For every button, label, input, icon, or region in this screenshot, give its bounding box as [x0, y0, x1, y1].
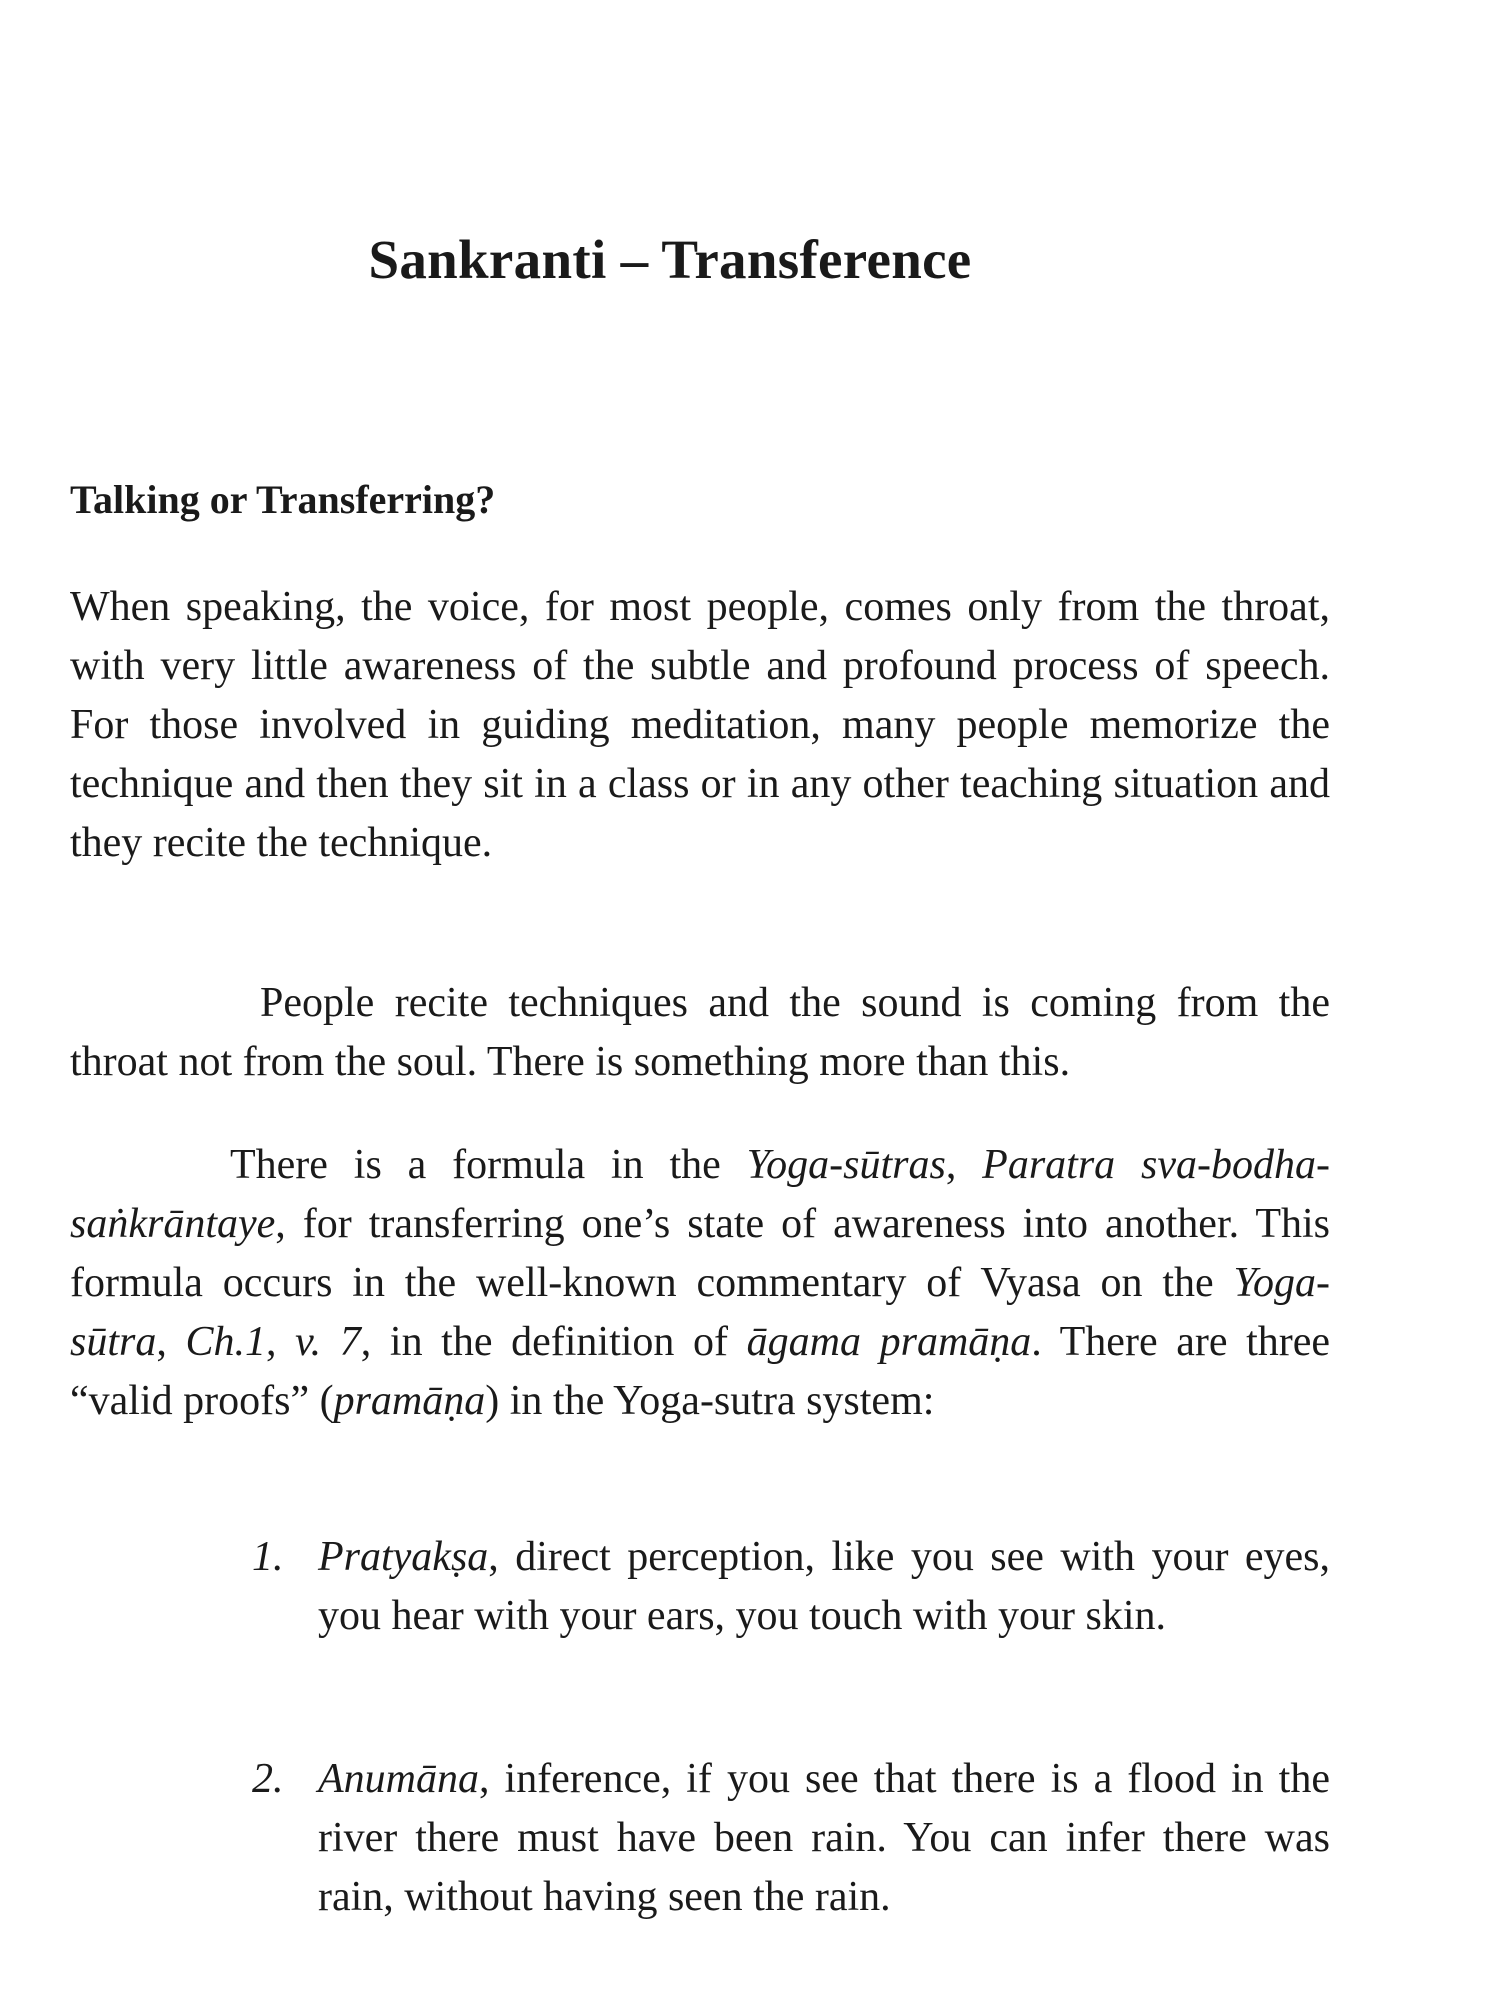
- list-item-text: , inference, if you see that there is a flood in the river there must have been rain. You can infer there was rain, without having seen the rain.: [318, 1756, 1330, 1920]
- formula-term: Paratra sva-bodha-saṅkrāntaye: [70, 1142, 1330, 1247]
- yoga-sutra-term: Yoga-sūtra: [70, 1260, 1330, 1365]
- agama-pramana-term: āgama pramāṇa: [746, 1319, 1032, 1365]
- list-item-number: 1.: [252, 1534, 284, 1580]
- list-item: [252, 1750, 1330, 1927]
- paragraph-3-text-3: , for transferring one’s state of awareness into another. This formula occurs in the well-known commentary of Vyasa on the: [70, 1201, 1330, 1306]
- list-item-term: Anumāna: [318, 1756, 479, 1802]
- verse-ref: v. 7: [295, 1319, 361, 1365]
- section-heading: Talking or Transferring?: [70, 477, 496, 522]
- paragraph-3-text-5: ,: [266, 1319, 296, 1365]
- chapter-ref: Ch.1: [185, 1319, 266, 1365]
- paragraph-3-text-8: ) in the Yoga-sutra system:: [485, 1378, 935, 1424]
- list-item-term: Pratyakṣa: [318, 1534, 489, 1580]
- pramana-term: pramāṇa: [333, 1378, 486, 1424]
- list-item: [252, 1528, 1330, 1646]
- paragraph-3-text-1: There is a formula in the: [230, 1142, 747, 1188]
- list-item-number: 2.: [252, 1756, 284, 1802]
- paragraph-3-text-7: . There are three “valid proofs” (: [70, 1319, 1331, 1424]
- paragraph-3-text-2: ,: [945, 1142, 983, 1188]
- paragraph-3-text-6: , in the definition of: [360, 1319, 747, 1365]
- list-item-text: , direct perception, like you see with your eyes, you hear with your ears, you touch with your skin.: [318, 1534, 1330, 1639]
- paragraph-2: People recite techniques and the sound is coming from the throat not from the soul. There is something more than this.: [70, 980, 1330, 1085]
- page-title: Sankranti – Transference: [368, 229, 972, 290]
- yoga-sutras-term: Yoga-sūtras: [746, 1142, 946, 1188]
- paragraph-3-text-4: ,: [156, 1319, 186, 1365]
- paragraph-1: When speaking, the voice, for most people, comes only from the throat, with very little awareness of the subtle and profound process of speech. For those involved in guiding meditation, many people memorize the technique and then they sit in a class or in any other teaching situation and they recite the technique.: [70, 584, 1330, 866]
- paragraph-3: [70, 1136, 1330, 1431]
